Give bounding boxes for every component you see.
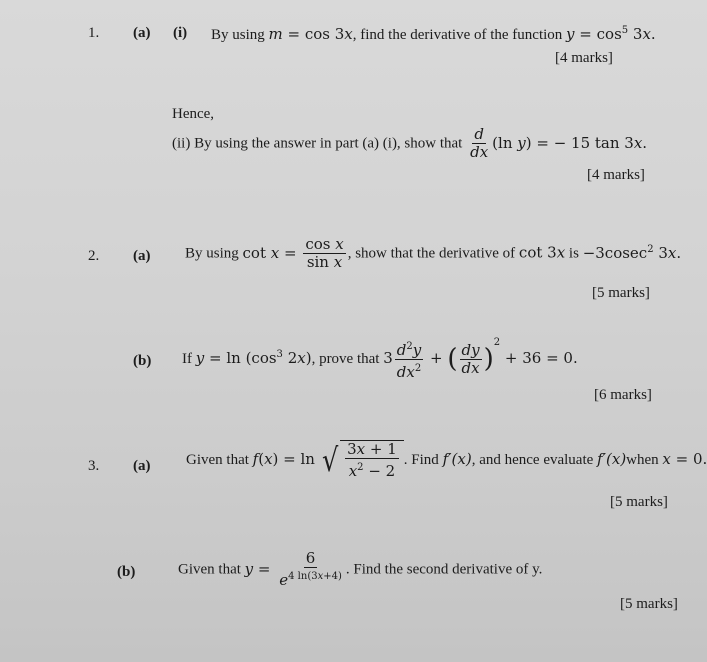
q2-marks-b: [6 marks] xyxy=(594,387,652,403)
q2-text-a-pre: By using xyxy=(185,245,239,262)
q2-part-b: (b) xyxy=(133,353,152,369)
q2-identity: cot x = $\frac{\text{cos x}}{\text{sin x}}$ xyxy=(242,235,344,271)
q3-text-a-pre: Given that xyxy=(186,452,249,468)
q1-marks-i: [4 marks] xyxy=(555,50,613,66)
q3-fprime-eval: f′(x) xyxy=(597,450,627,468)
q3-function: f(x) = ln √ $\frac{3x + 1}{x^2 - 2}$ xyxy=(253,450,404,468)
q3-text-a-mid2: , and hence evaluate xyxy=(471,452,594,468)
q2-marks-a: [5 marks] xyxy=(592,285,650,301)
q2-part-a: (a) xyxy=(133,248,151,264)
q1-text-i-pre: By using xyxy=(211,27,265,43)
q2-result: −3cosec$^2$ 3x. xyxy=(582,243,682,262)
q1-part-a: (a) xyxy=(133,25,151,41)
q1-number: 1. xyxy=(88,25,100,41)
q3-question-a xyxy=(186,440,707,480)
q1-question-ii xyxy=(172,126,647,161)
q1-question-i xyxy=(211,25,656,44)
q3-question-b xyxy=(178,550,542,589)
q1-hence: Hence, xyxy=(172,106,215,122)
q3-marks-b: [5 marks] xyxy=(620,596,678,612)
q3-part-a: (a) xyxy=(133,458,151,474)
q3-function-b: y = $\frac{6}{e^{4 ln(3x+4)}}$ xyxy=(244,549,342,589)
q3-marks-a: [5 marks] xyxy=(610,494,668,510)
q2-number: 2. xyxy=(88,248,100,264)
q1-function: $y = \cos^5 3x$. xyxy=(566,25,656,43)
q2-text-b-pre: If xyxy=(182,351,192,367)
q3-x-value: x = 0. xyxy=(662,450,707,468)
q3-text-b-post: . Find the second derivative of y. xyxy=(345,561,543,578)
q3-text-a-mid: . Find xyxy=(403,452,439,468)
q1-marks-ii: [4 marks] xyxy=(587,167,645,183)
q2-cot3x: cot 3x xyxy=(518,243,566,262)
q1-text-i-mid: , find the derivative of the function xyxy=(352,27,563,43)
q2-text-a-is: is xyxy=(568,245,579,262)
q3-fprime: f′(x) xyxy=(442,450,472,468)
q3-part-b: (b) xyxy=(117,564,136,580)
q2-question-a xyxy=(185,236,681,271)
q3-number: 3. xyxy=(88,458,100,474)
q2-function: $y = \ln (\cos^3$ 2x) xyxy=(195,349,312,367)
q3-text-b-pre: Given that xyxy=(178,561,241,578)
q2-question-b xyxy=(182,337,578,381)
q2-equation: 3 $\frac{d^2y}{dx^2}$ + ( $\frac{dy}{dx}$ )$^2$ + 36 = 0. xyxy=(383,337,578,381)
q1-text-ii-pre: (ii) By using the answer in part (a) (i), show that xyxy=(172,135,463,152)
q2-text-b-mid: , prove that xyxy=(311,351,380,367)
q1-show-expression: $\frac{d}{dx}$ (ln y) = − 15 tan 3x. xyxy=(470,125,648,161)
q3-text-a-when: when xyxy=(626,452,659,468)
q2-text-a-mid: , show that the derivative of xyxy=(347,245,516,262)
q1-sub-i: (i) xyxy=(173,25,188,41)
q1-substitution: m = cos 3x xyxy=(268,25,353,43)
